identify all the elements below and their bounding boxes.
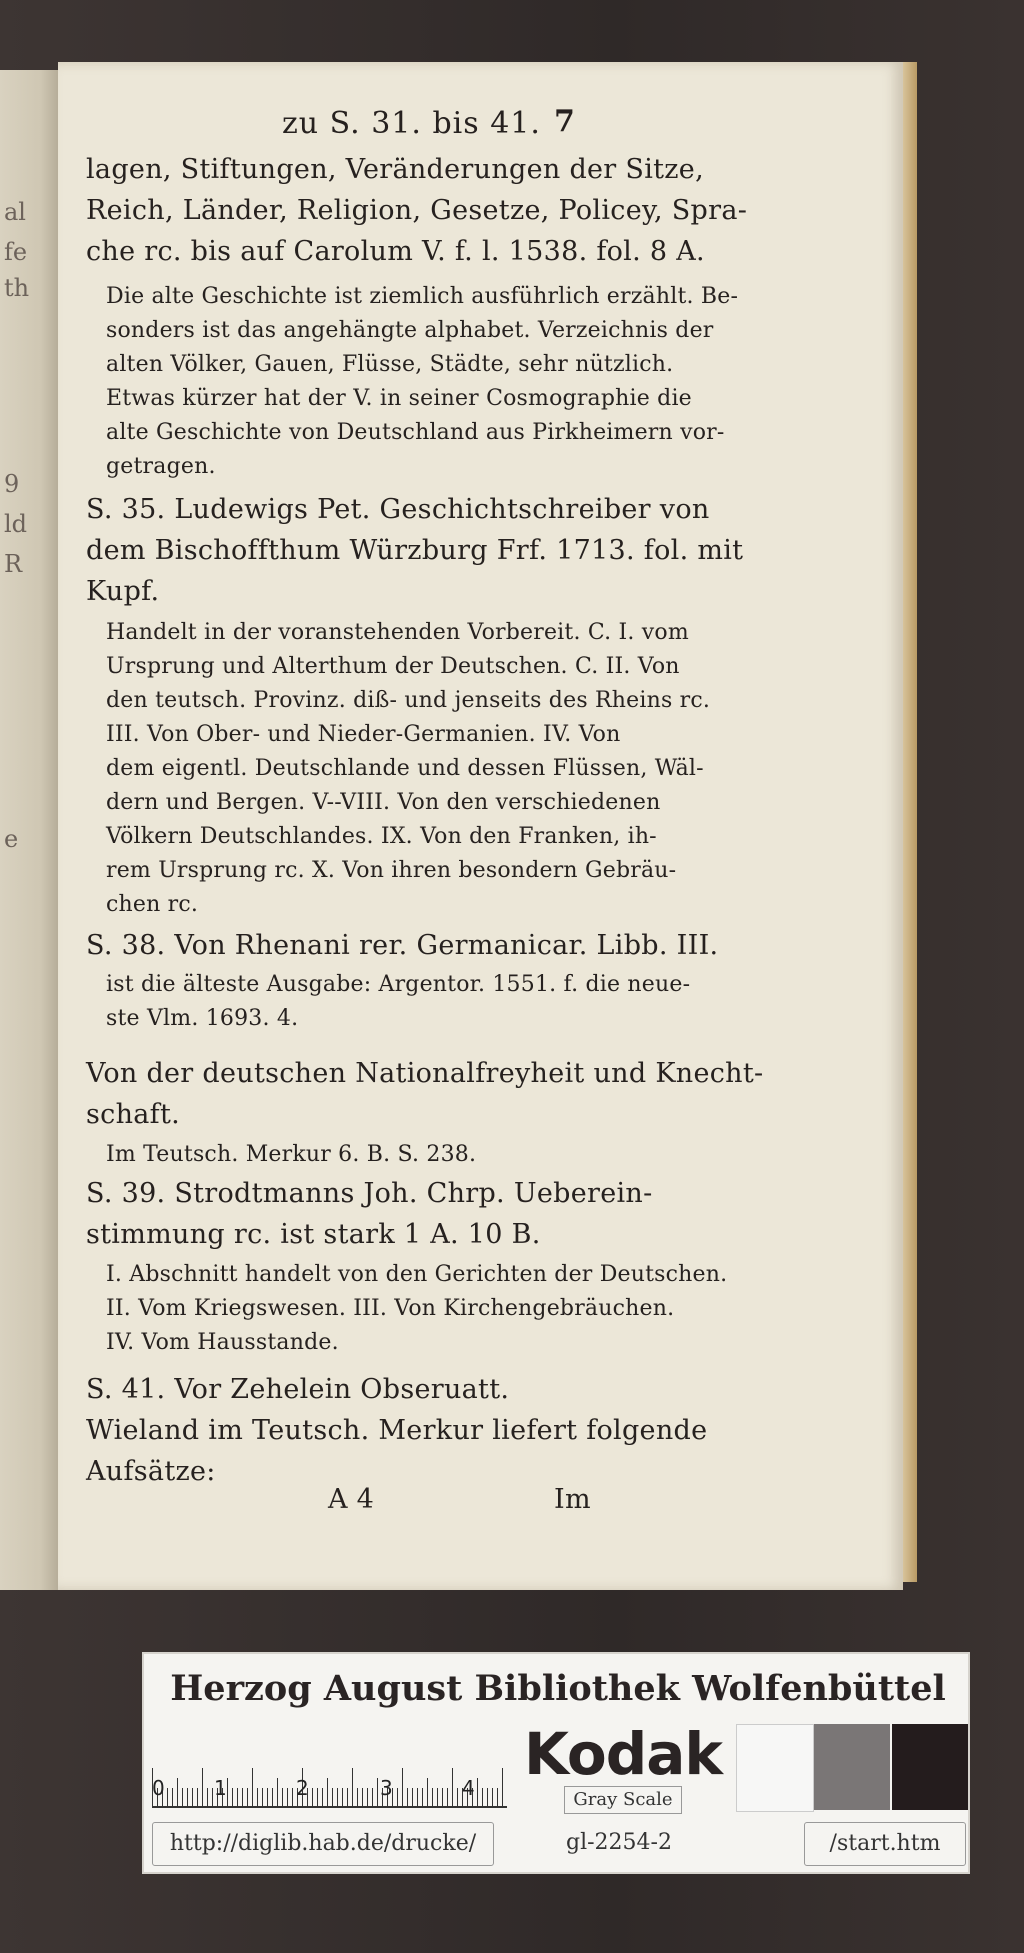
ruler-tick xyxy=(262,1788,263,1806)
ruler-tick xyxy=(412,1788,413,1806)
running-title: zu S. 31. bis 41. xyxy=(282,106,541,141)
text-line: III. Von Ober- und Nieder-Germanien. IV. Von xyxy=(106,722,621,747)
text-line: S. 39. Strodtmanns Joh. Chrp. Ueberein- xyxy=(86,1178,653,1209)
white-swatch xyxy=(736,1724,814,1812)
ruler-tick xyxy=(327,1778,328,1806)
ruler-tick xyxy=(397,1788,398,1806)
text-line: Handelt in der voranstehenden Vorbereit. C. I. vom xyxy=(106,620,689,645)
ruler-tick xyxy=(267,1788,268,1806)
ruler-label-4: 4 xyxy=(462,1776,475,1800)
ruler-tick xyxy=(417,1788,418,1806)
text-line: che rc. bis auf Carolum V. f. l. 1538. fol. 8 A. xyxy=(86,236,705,267)
text-line: S. 35. Ludewigs Pet. Geschichtschreiber von xyxy=(86,494,710,525)
scale-ruler xyxy=(152,1726,507,1808)
ruler-tick xyxy=(492,1788,493,1806)
text-line: Reich, Länder, Religion, Gesetze, Policey, Spra- xyxy=(86,195,748,226)
text-line: ste Vlm. 1693. 4. xyxy=(106,1006,299,1031)
text-line: dern und Bergen. V--VIII. Von den verschiedenen xyxy=(106,790,661,815)
ruler-tick xyxy=(437,1788,438,1806)
text-line: S. 38. Von Rhenani rer. Germanicar. Libb. III. xyxy=(86,930,719,961)
text-line: S. 41. Vor Zehelein Obseruatt. xyxy=(86,1374,510,1405)
ruler-tick xyxy=(207,1788,208,1806)
ruler-tick xyxy=(347,1788,348,1806)
text-line: dem Bischoffthum Würzburg Frf. 1713. fol. mit xyxy=(86,535,744,566)
ruler-tick xyxy=(247,1788,248,1806)
ruler-tick xyxy=(257,1788,258,1806)
text-line: IV. Vom Hausstande. xyxy=(106,1330,339,1355)
ruler-tick xyxy=(227,1778,228,1806)
text-line: dem eigentl. Deutschlande und dessen Flüssen, Wäl- xyxy=(106,756,704,781)
ruler-tick xyxy=(252,1768,253,1806)
gray-scale-label: Gray Scale xyxy=(564,1786,682,1814)
ruler-label-0: 0 xyxy=(152,1776,165,1800)
page-number: 7 xyxy=(554,104,576,139)
text-line: alten Völker, Gauen, Flüsse, Städte, sehr nützlich. xyxy=(106,352,674,377)
text-line: lagen, Stiftungen, Veränderungen der Sitze, xyxy=(86,154,704,185)
ruler-tick xyxy=(232,1788,233,1806)
ruler-tick xyxy=(202,1768,203,1806)
facing-page-edge: al fe th 9 ld R e xyxy=(0,70,58,1590)
text-line: Im Teutsch. Merkur 6. B. S. 238. xyxy=(106,1142,477,1167)
ruler-tick xyxy=(197,1788,198,1806)
black-swatch xyxy=(892,1724,968,1810)
ruler-tick xyxy=(367,1788,368,1806)
shelfmark: gl-2254-2 xyxy=(566,1830,672,1855)
ruler-tick xyxy=(487,1788,488,1806)
url-left: http://diglib.hab.de/drucke/ xyxy=(152,1822,494,1866)
ruler-tick xyxy=(482,1788,483,1806)
kodak-logo: Kodak xyxy=(524,1720,722,1788)
text-line: alte Geschichte von Deutschland aus Pirkheimern vor- xyxy=(106,420,725,445)
url-right: /start.htm xyxy=(804,1822,966,1866)
ruler-tick xyxy=(422,1788,423,1806)
ruler-tick xyxy=(457,1788,458,1806)
text-line: rem Ursprung rc. X. Von ihren besondern Gebräu- xyxy=(106,858,677,883)
ruler-tick xyxy=(172,1788,173,1806)
text-line: II. Vom Kriegswesen. III. Von Kirchengebräuchen. xyxy=(106,1296,675,1321)
ruler-tick xyxy=(402,1768,403,1806)
ruler-label-2: 2 xyxy=(296,1776,309,1800)
signature-mark: A 4 xyxy=(328,1484,375,1515)
ruler-tick xyxy=(167,1788,168,1806)
color-target-card xyxy=(142,1652,970,1874)
ruler-label-3: 3 xyxy=(380,1776,393,1800)
text-line: Ursprung und Alterthum der Deutschen. C. II. Von xyxy=(106,654,680,679)
ruler-tick xyxy=(287,1788,288,1806)
catchword: Im xyxy=(554,1484,591,1515)
mid-gray-swatch xyxy=(814,1724,890,1810)
page-edge xyxy=(903,62,917,1582)
ruler-tick xyxy=(317,1788,318,1806)
ruler-tick xyxy=(282,1788,283,1806)
ruler-tick xyxy=(277,1778,278,1806)
ruler-tick xyxy=(337,1788,338,1806)
ruler-label-1: 1 xyxy=(214,1776,227,1800)
ruler-tick xyxy=(377,1778,378,1806)
ruler-tick xyxy=(237,1788,238,1806)
text-line: schaft. xyxy=(86,1099,180,1130)
text-line: Aufsätze: xyxy=(86,1456,216,1487)
text-line: ist die älteste Ausgabe: Argentor. 1551. f. die neue- xyxy=(106,972,691,997)
ruler-tick xyxy=(427,1778,428,1806)
ruler-tick xyxy=(497,1788,498,1806)
ruler-tick xyxy=(342,1788,343,1806)
ruler-tick xyxy=(442,1788,443,1806)
ruler-tick xyxy=(182,1788,183,1806)
ruler-tick xyxy=(362,1788,363,1806)
ruler-tick xyxy=(192,1788,193,1806)
ruler-tick xyxy=(242,1788,243,1806)
text-line: I. Abschnitt handelt von den Gerichten der Deutschen. xyxy=(106,1262,728,1287)
text-line: sonders ist das angehängte alphabet. Verzeichnis der xyxy=(106,318,714,343)
ruler-tick xyxy=(212,1788,213,1806)
text-line: Kupf. xyxy=(86,576,160,607)
ruler-tick xyxy=(407,1788,408,1806)
ruler-tick xyxy=(357,1788,358,1806)
ruler-tick xyxy=(502,1768,503,1806)
book-page xyxy=(58,62,903,1590)
ruler-tick xyxy=(292,1788,293,1806)
text-line: Die alte Geschichte ist ziemlich ausführlich erzählt. Be- xyxy=(106,284,739,309)
ruler-tick xyxy=(272,1788,273,1806)
page-text xyxy=(58,62,903,1590)
ruler-tick xyxy=(352,1768,353,1806)
text-line: chen rc. xyxy=(106,892,199,917)
ruler-tick xyxy=(432,1788,433,1806)
text-line: den teutsch. Provinz. diß- und jenseits des Rheins rc. xyxy=(106,688,711,713)
text-line: stimmung rc. ist stark 1 A. 10 B. xyxy=(86,1219,541,1250)
ruler-tick xyxy=(477,1778,478,1806)
ruler-tick xyxy=(447,1788,448,1806)
ruler-tick xyxy=(322,1788,323,1806)
ruler-tick xyxy=(332,1788,333,1806)
text-line: Von der deutschen Nationalfreyheit und Knecht- xyxy=(86,1058,764,1089)
text-line: getragen. xyxy=(106,454,216,479)
text-line: Etwas kürzer hat der V. in seiner Cosmographie die xyxy=(106,386,692,411)
ruler-tick xyxy=(372,1788,373,1806)
text-line: Völkern Deutschlandes. IX. Von den Franken, ih- xyxy=(106,824,657,849)
ruler-tick xyxy=(187,1788,188,1806)
text-line: Wieland im Teutsch. Merkur liefert folgende xyxy=(86,1415,708,1446)
library-title: Herzog August Bibliothek Wolfenbüttel xyxy=(170,1668,946,1709)
ruler-tick xyxy=(452,1768,453,1806)
ruler-tick xyxy=(312,1788,313,1806)
ruler-tick xyxy=(177,1778,178,1806)
